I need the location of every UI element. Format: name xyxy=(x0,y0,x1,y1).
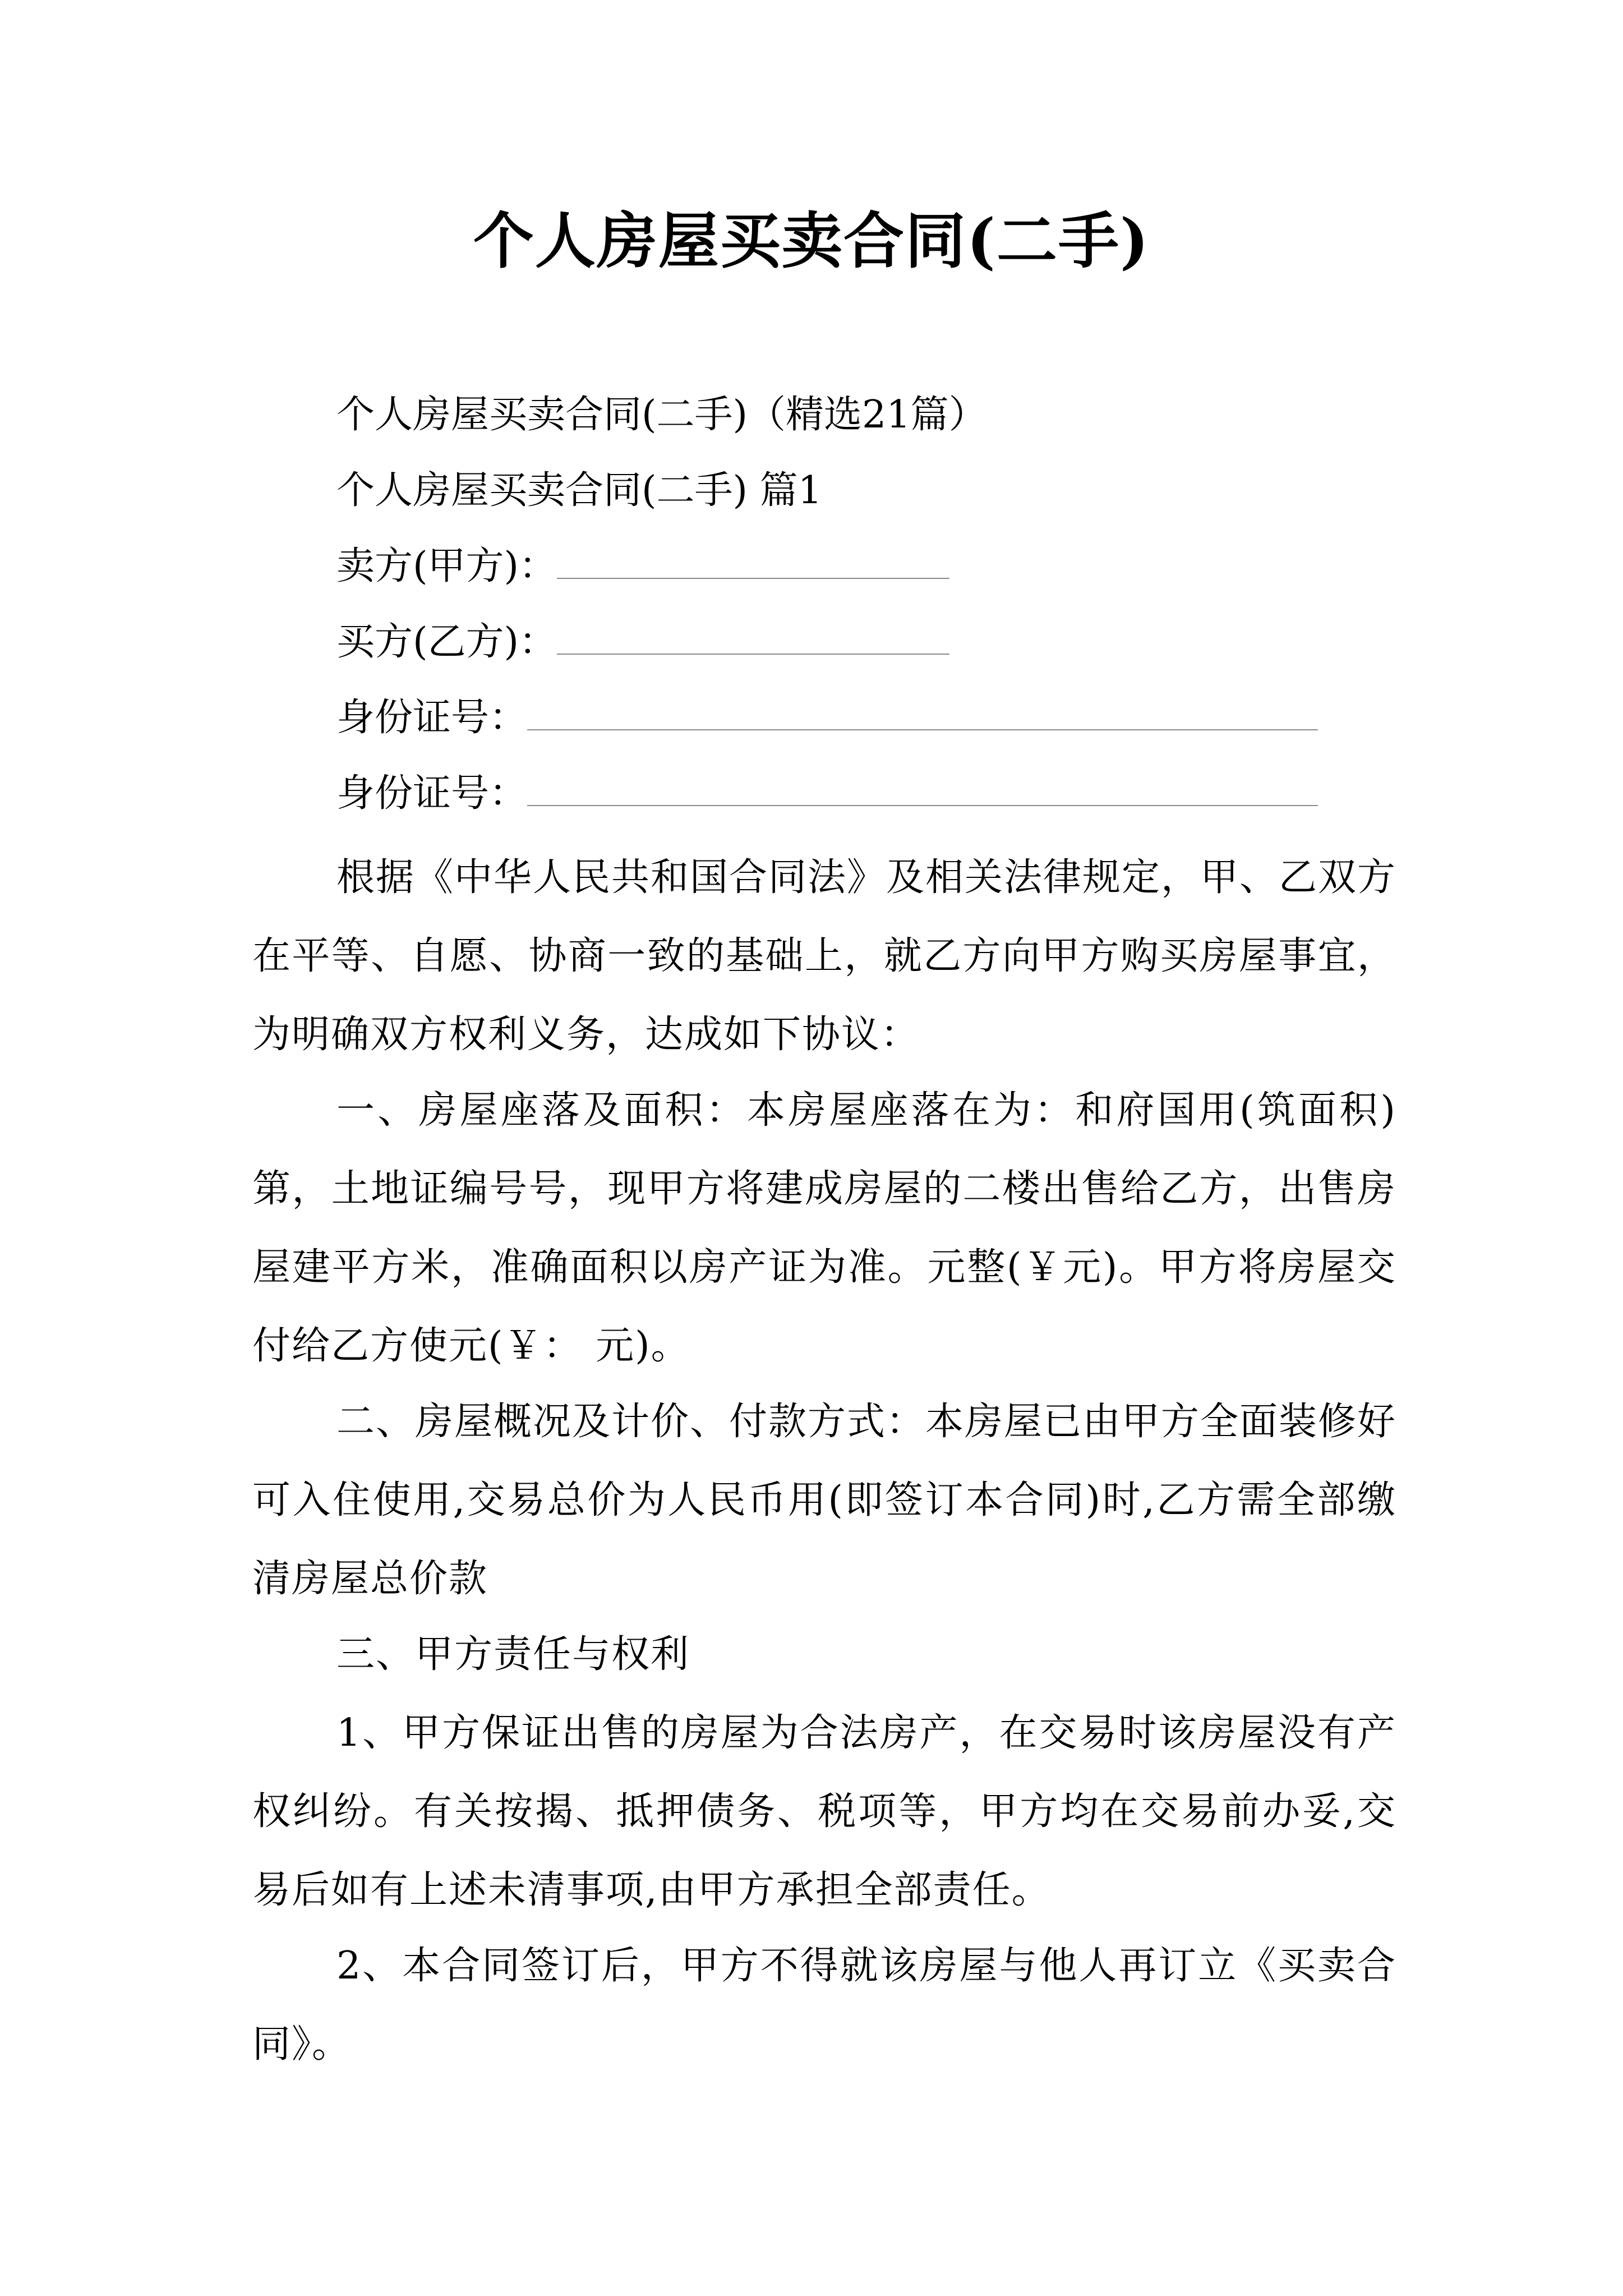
field-id-number-1 xyxy=(336,690,1318,746)
field-id-number-1-label: 身份证号： xyxy=(336,696,528,740)
field-id-number-2-label: 身份证号： xyxy=(336,771,528,816)
paragraph-preamble: 根据《中华人民共和国合同法》及相关法律规定，甲、乙双方在平等、自愿、协商一致的基础上，就乙方向甲方购买房屋事宜，为明确双方权利义务，达成如下协议： xyxy=(252,855,1397,1057)
field-seller-label: 卖方(甲方)： xyxy=(336,544,557,588)
field-id-number-2 xyxy=(336,766,1318,822)
paragraph-clause-1-location-area: 一、房屋座落及面积：本房屋座落在为：和府国用(筑面积)第，土地证编号号，现甲方将建成房屋的二楼出售给乙方，出售房屋建平方米，准确面积以房产证为准。元整(￥元)。甲方将房屋交付给乙方使元(￥： 元)。 xyxy=(252,1088,1396,1368)
field-buyer-label: 买方(乙方)： xyxy=(336,620,557,664)
field-id-number-1-blank xyxy=(527,697,1318,730)
field-buyer-blank xyxy=(557,621,949,655)
paragraph-clause-2-pricing-payment: 二、房屋概况及计价、付款方式：本房屋已由甲方全面装修好可入住使用,交易总价为人民币用(即签订本合同)时,乙方需全部缴清房屋总价款 xyxy=(252,1400,1397,1601)
paragraph-clause-3-item-2: 2、本合同签订后，甲方不得就该房屋与他人再订立《买卖合同》。 xyxy=(252,1944,1396,2067)
field-buyer xyxy=(336,614,949,670)
field-id-number-2-blank xyxy=(527,772,1318,806)
section-heading: 个人房屋买卖合同(二手) 篇1 xyxy=(336,468,822,513)
paragraph-clause-3-heading: 三、甲方责任与权利 xyxy=(336,1632,690,1677)
field-seller-blank xyxy=(557,545,949,579)
document-title: 个人房屋买卖合同(二手) xyxy=(473,206,1150,277)
field-seller xyxy=(336,539,949,595)
paragraph-clause-3-item-1: 1、甲方保证出售的房屋为合法房产，在交易时该房屋没有产权纠纷。有关按揭、抵押债务、税项等，甲方均在交易前办妥,交易后如有上述未清事项,由甲方承担全部责任。 xyxy=(252,1711,1396,1912)
document-subtitle: 个人房屋买卖合同(二手)（精选21篇） xyxy=(336,393,987,437)
